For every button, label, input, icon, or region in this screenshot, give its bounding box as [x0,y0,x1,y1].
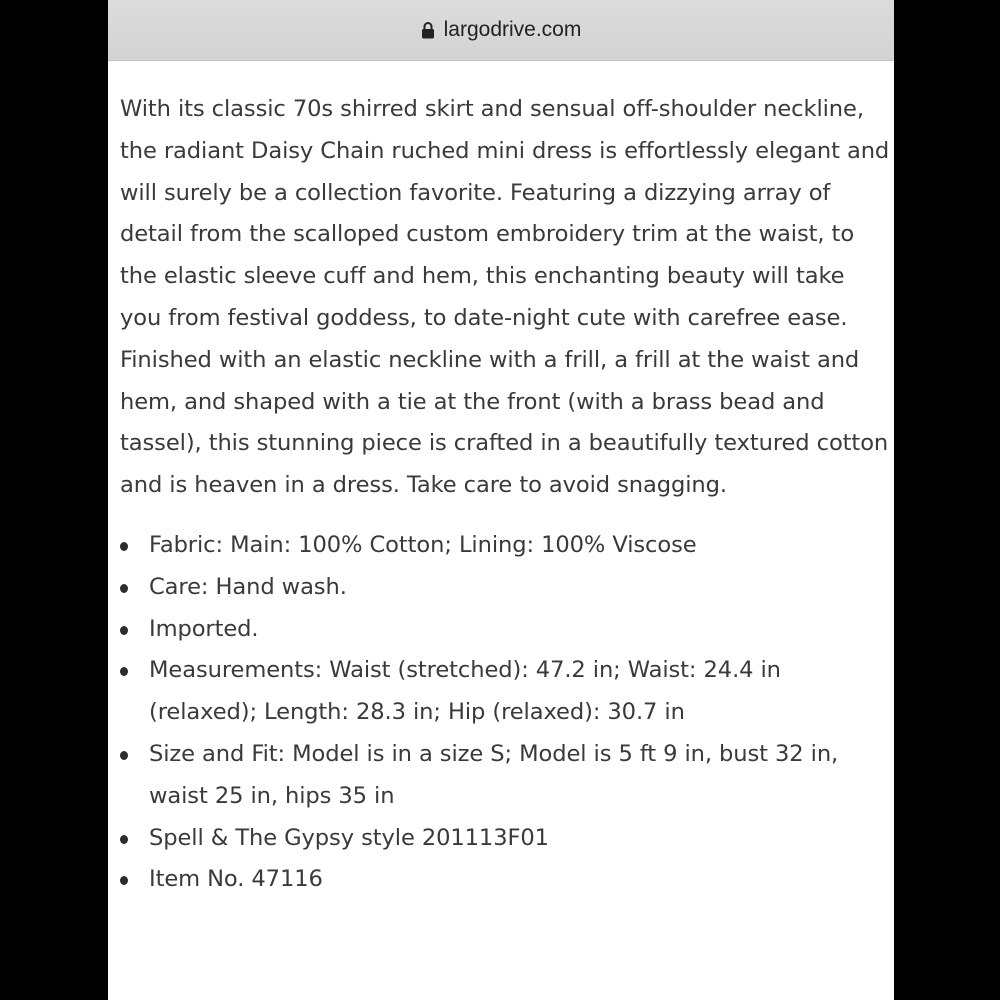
list-item [120,859,880,901]
address-bar[interactable] [108,0,894,61]
list-item [120,567,880,609]
spec-text: Spell & The Gypsy style 201113F01 [149,824,549,851]
bullet-icon [120,835,128,844]
bullet-icon [120,626,128,635]
browser-screen [108,0,894,1000]
list-item [120,734,880,818]
list-item [120,609,880,651]
bullet-icon [120,584,128,593]
spec-text: Size and Fit: Model is in a size S; Model is 5 ft 9 in, bust 32 in, waist 25 in, hips 35 in [149,740,839,809]
bullet-icon [120,751,128,760]
spec-list [120,525,880,901]
bullet-icon [120,667,128,676]
list-item [120,525,880,567]
product-details [108,61,894,901]
bullet-icon [120,876,128,885]
spec-text: Imported. [149,615,259,642]
spec-text: Item No. 47116 [149,866,323,893]
spec-text: Care: Hand wash. [149,573,347,600]
bullet-icon [120,542,128,551]
product-description: With its classic 70s shirred skirt and sensual off-shoulder neckline, the radiant Daisy Chain ruched mini dress is effortlessly elegant and will surely be a collection favorite. Featuring a dizzying array of detail from the scalloped custom embroidery trim at the waist, to the elastic sleeve cuff and hem, this enchanting beauty will take you from festival goddess, to date-night cute with carefree ease. Finished with an elastic neckline with a frill, a frill at the waist and hem, and shaped with a tie at the front (with a brass bead and tassel), this stunning piece is crafted in a beautifully textured cotton and is heaven in a dress. Take care to avoid snagging. [120,96,890,499]
url-text[interactable]: largodrive.com [443,18,582,41]
spec-text: Fabric: Main: 100% Cotton; Lining: 100% Viscose [149,531,697,558]
lock-icon [421,21,435,39]
list-item [120,650,880,734]
list-item [120,818,880,860]
spec-text: Measurements: Waist (stretched): 47.2 in; Waist: 24.4 in (relaxed); Length: 28.3 in; Hip (relaxed): 30.7 in [149,657,781,726]
